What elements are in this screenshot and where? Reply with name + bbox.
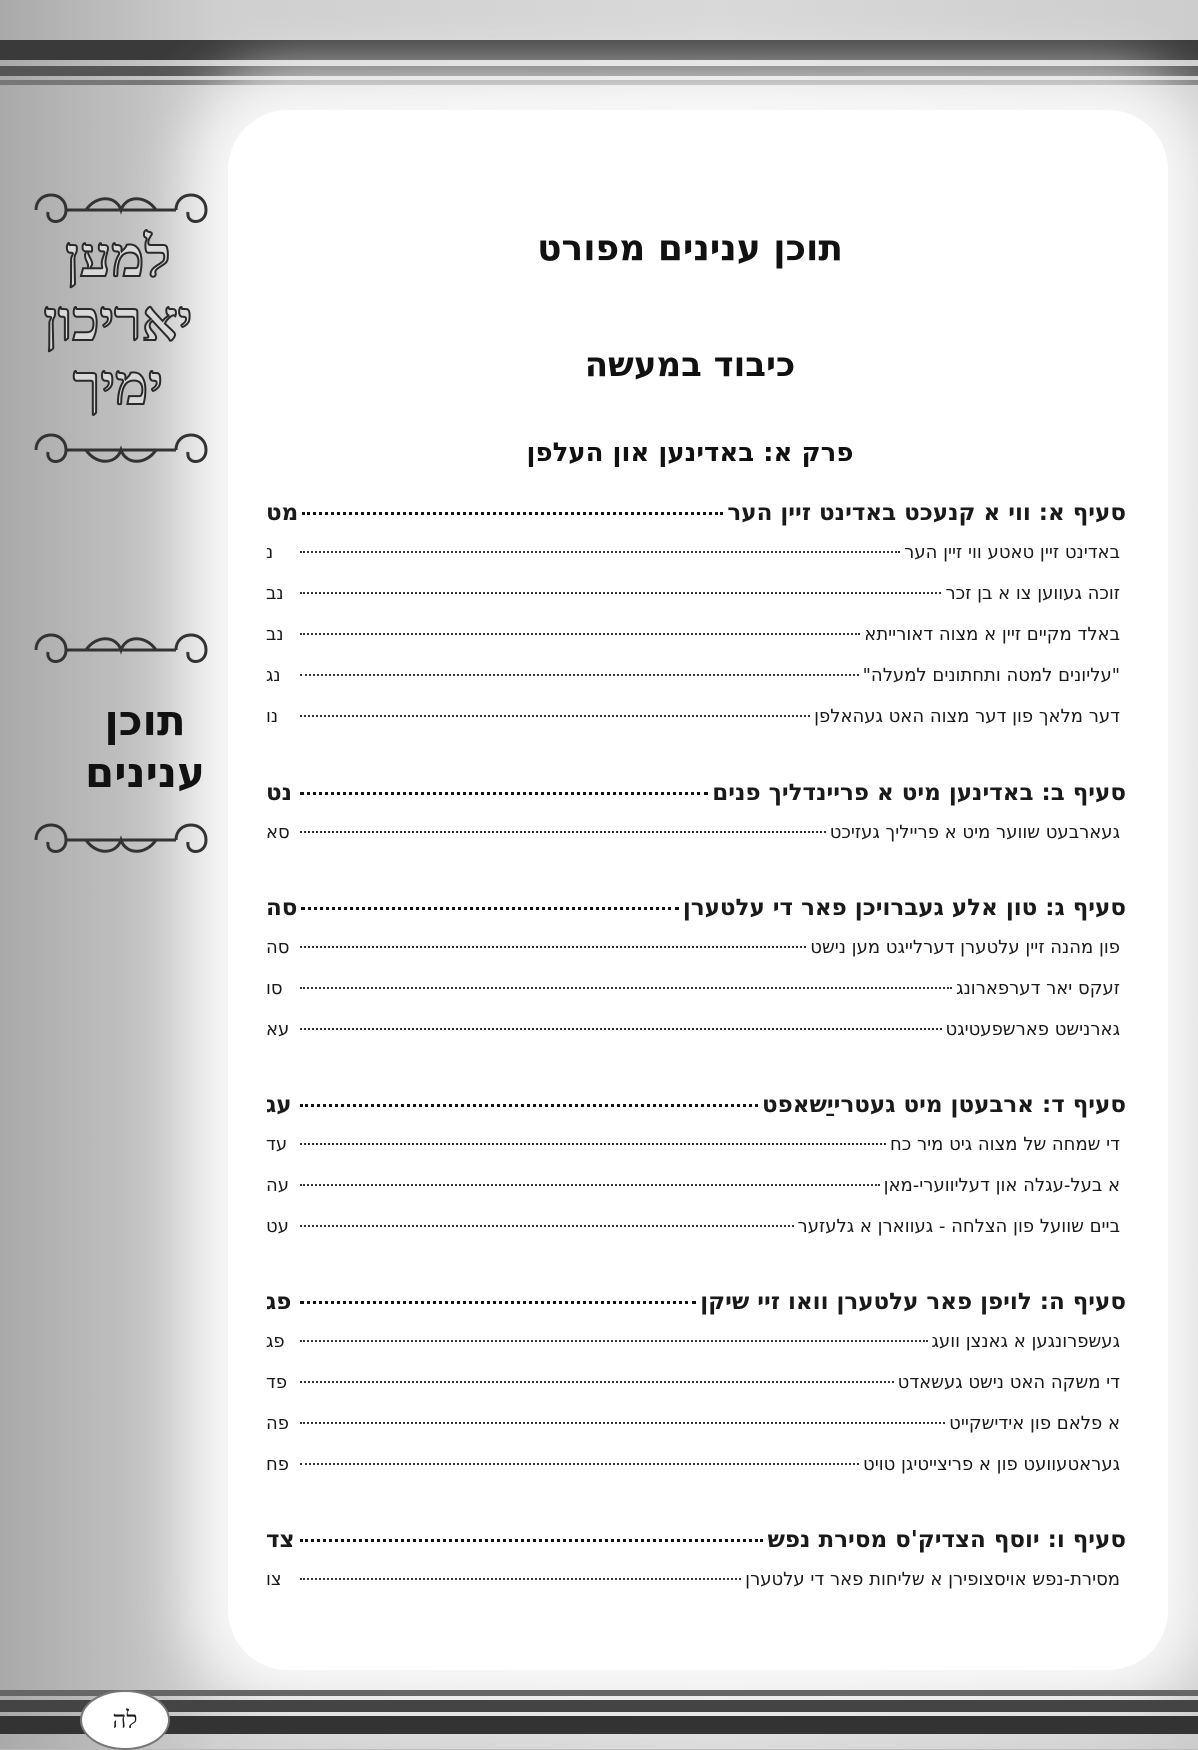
- toc-page: פד: [266, 1372, 288, 1393]
- toc-page: עד: [266, 1134, 288, 1155]
- toc-title: מסירת-נפש אויסצופירן א שליחות פאר די עלטערן: [745, 1569, 1120, 1590]
- dot-leader: [300, 1422, 945, 1424]
- book-title-line: ימיך: [72, 352, 164, 418]
- toc-title: ביים שוועל פון הצלחה - געווארן א גלעזער: [797, 1216, 1120, 1237]
- bottom-border-rule: [0, 1716, 1198, 1734]
- toc-page: צו: [266, 1569, 282, 1590]
- toc-page: מט: [266, 500, 299, 526]
- page-number: לה: [80, 1690, 170, 1750]
- top-border-rule: [0, 80, 1198, 85]
- dot-leader: [300, 831, 826, 833]
- toc-page: סא: [266, 822, 290, 843]
- toc-item[interactable]: [266, 1216, 1126, 1250]
- dot-leader: [300, 987, 952, 989]
- dot-leader: [300, 792, 708, 795]
- toc-page: פג: [266, 1289, 292, 1315]
- dot-leader: [300, 674, 859, 676]
- sidebar-section-title: [70, 695, 220, 799]
- dot-leader: [300, 633, 860, 635]
- toc-item[interactable]: [266, 1175, 1126, 1209]
- scroll-ornament-icon: [26, 620, 216, 680]
- toc-title: געארבעט שווער מיט א פרייליך געזיכט: [829, 822, 1120, 843]
- toc-title: געראטעוועט פון א פריצייטיגן טויט: [863, 1454, 1120, 1475]
- dot-leader: [300, 1225, 794, 1227]
- toc-page: סו: [266, 978, 283, 999]
- toc-page: עג: [266, 1092, 292, 1118]
- toc-page: פח: [266, 1454, 290, 1475]
- toc-page: נב: [266, 583, 284, 604]
- toc-title: די שמחה של מצוה גיט מיר כח: [889, 1134, 1120, 1155]
- toc-title: גארנישט פארשפעטיגט: [945, 1019, 1120, 1040]
- toc-title: סעיף ד: ארבעטן מיט געטרייַשאפט: [761, 1092, 1126, 1118]
- scroll-ornament-icon: [26, 420, 216, 480]
- toc-section[interactable]: [266, 895, 1126, 929]
- toc-title: סעיף ו: יוסף הצדיק'ס מסירת נפש: [767, 1527, 1126, 1553]
- toc-page: עא: [266, 1019, 290, 1040]
- chapter-heading: פרק א: באדינען און העלפן: [526, 438, 854, 468]
- dot-leader: [300, 1104, 758, 1107]
- toc-page: נב: [266, 624, 284, 645]
- toc-section[interactable]: [266, 1527, 1126, 1561]
- toc-page: עה: [266, 1175, 290, 1196]
- toc-page: נג: [266, 665, 281, 686]
- toc-title: א פלאם פון אידישקייט: [949, 1413, 1120, 1434]
- dot-leader: [300, 715, 810, 717]
- toc-section[interactable]: [266, 500, 1126, 534]
- dot-leader: [300, 1143, 886, 1145]
- page-title: תוכן ענינים מפורט: [537, 228, 843, 269]
- toc-item[interactable]: [266, 624, 1126, 658]
- toc-page: פג: [266, 1331, 285, 1352]
- top-border-rule: [0, 66, 1198, 76]
- toc-section[interactable]: [266, 1289, 1126, 1323]
- toc-title: באדינט זיין טאטע ווי זיין הער: [904, 542, 1120, 563]
- toc-title: זעקס יאר דערפארונג: [956, 978, 1120, 999]
- dot-leader: [301, 907, 678, 910]
- dot-leader: [300, 1301, 696, 1304]
- toc-page: פה: [266, 1413, 290, 1434]
- book-title-line: למען: [65, 224, 171, 290]
- toc-item[interactable]: [266, 583, 1126, 617]
- book-title-line: יאריכון: [43, 288, 193, 354]
- bottom-border-rule: [0, 1690, 1198, 1696]
- dot-leader: [300, 592, 941, 594]
- toc-item[interactable]: [266, 822, 1126, 856]
- toc-title: פון מהנה זיין עלטערן דערלייגט מען נישט: [810, 937, 1120, 958]
- sidebar-section-line: תוכן: [104, 696, 186, 745]
- toc-page: צד: [266, 1527, 295, 1553]
- toc-page: עט: [266, 1216, 289, 1237]
- toc-item[interactable]: [266, 1134, 1126, 1168]
- toc-item[interactable]: [266, 937, 1126, 971]
- dot-leader: [300, 1340, 928, 1342]
- toc-item[interactable]: [266, 542, 1126, 576]
- toc-item[interactable]: [266, 1413, 1126, 1447]
- book-title: [18, 224, 218, 418]
- toc-page: סה: [266, 895, 298, 921]
- dot-leader: [300, 1463, 859, 1465]
- dot-leader: [300, 1381, 894, 1383]
- dot-leader: [302, 512, 723, 515]
- toc-item[interactable]: [266, 1331, 1126, 1365]
- dot-leader: [300, 946, 806, 948]
- toc-title: "עליונים למטה ותחתונים למעלה": [862, 665, 1120, 686]
- toc-item[interactable]: [266, 978, 1126, 1012]
- toc-title: סעיף ה: לויפן פאר עלטערן וואו זיי שיקן: [700, 1289, 1126, 1315]
- toc-title: געשפרונגען א גאנצן וועג: [931, 1331, 1120, 1352]
- toc-item[interactable]: [266, 1454, 1126, 1488]
- toc-item[interactable]: [266, 1569, 1126, 1603]
- scroll-ornament-icon: [26, 810, 216, 870]
- toc-title: א בעל-עגלה און דעליווערי-מאן: [883, 1175, 1120, 1196]
- toc-title: סעיף ג: טון אלע געברויכן פאר די עלטערן: [682, 895, 1126, 921]
- toc-title: די משקה האט נישט געשאדט: [897, 1372, 1120, 1393]
- toc-item[interactable]: [266, 1019, 1126, 1053]
- toc-title: סעיף ב: באדינען מיט א פריינדליך פנים: [712, 780, 1126, 806]
- dot-leader: [300, 1184, 880, 1186]
- dot-leader: [300, 1578, 741, 1580]
- toc-title: סעיף א: ווי א קנעכט באדינט זיין הער: [727, 500, 1126, 526]
- toc-title: דער מלאך פון דער מצוה האט געהאלפן: [814, 706, 1120, 727]
- toc-page: נ: [266, 542, 274, 563]
- toc-section[interactable]: [266, 1092, 1126, 1126]
- page-subtitle: כיבוד במעשה: [584, 345, 796, 385]
- toc-page: סה: [266, 937, 290, 958]
- toc-page: נו: [266, 706, 279, 727]
- bottom-border-rule: [0, 1700, 1198, 1712]
- dot-leader: [300, 1028, 942, 1030]
- toc-page: נט: [266, 780, 293, 806]
- dot-leader: [300, 1539, 763, 1542]
- top-border-rule: [0, 40, 1198, 60]
- toc-item[interactable]: [266, 706, 1126, 740]
- toc-section[interactable]: [266, 780, 1126, 814]
- sidebar-section-line: ענינים: [84, 748, 205, 797]
- toc-item[interactable]: [266, 1372, 1126, 1406]
- toc-item[interactable]: [266, 665, 1126, 699]
- toc-title: באלד מקיים זיין א מצוה דאורייתא: [864, 624, 1120, 645]
- toc-title: זוכה געווען צו א בן זכר: [945, 583, 1120, 604]
- dot-leader: [300, 551, 900, 553]
